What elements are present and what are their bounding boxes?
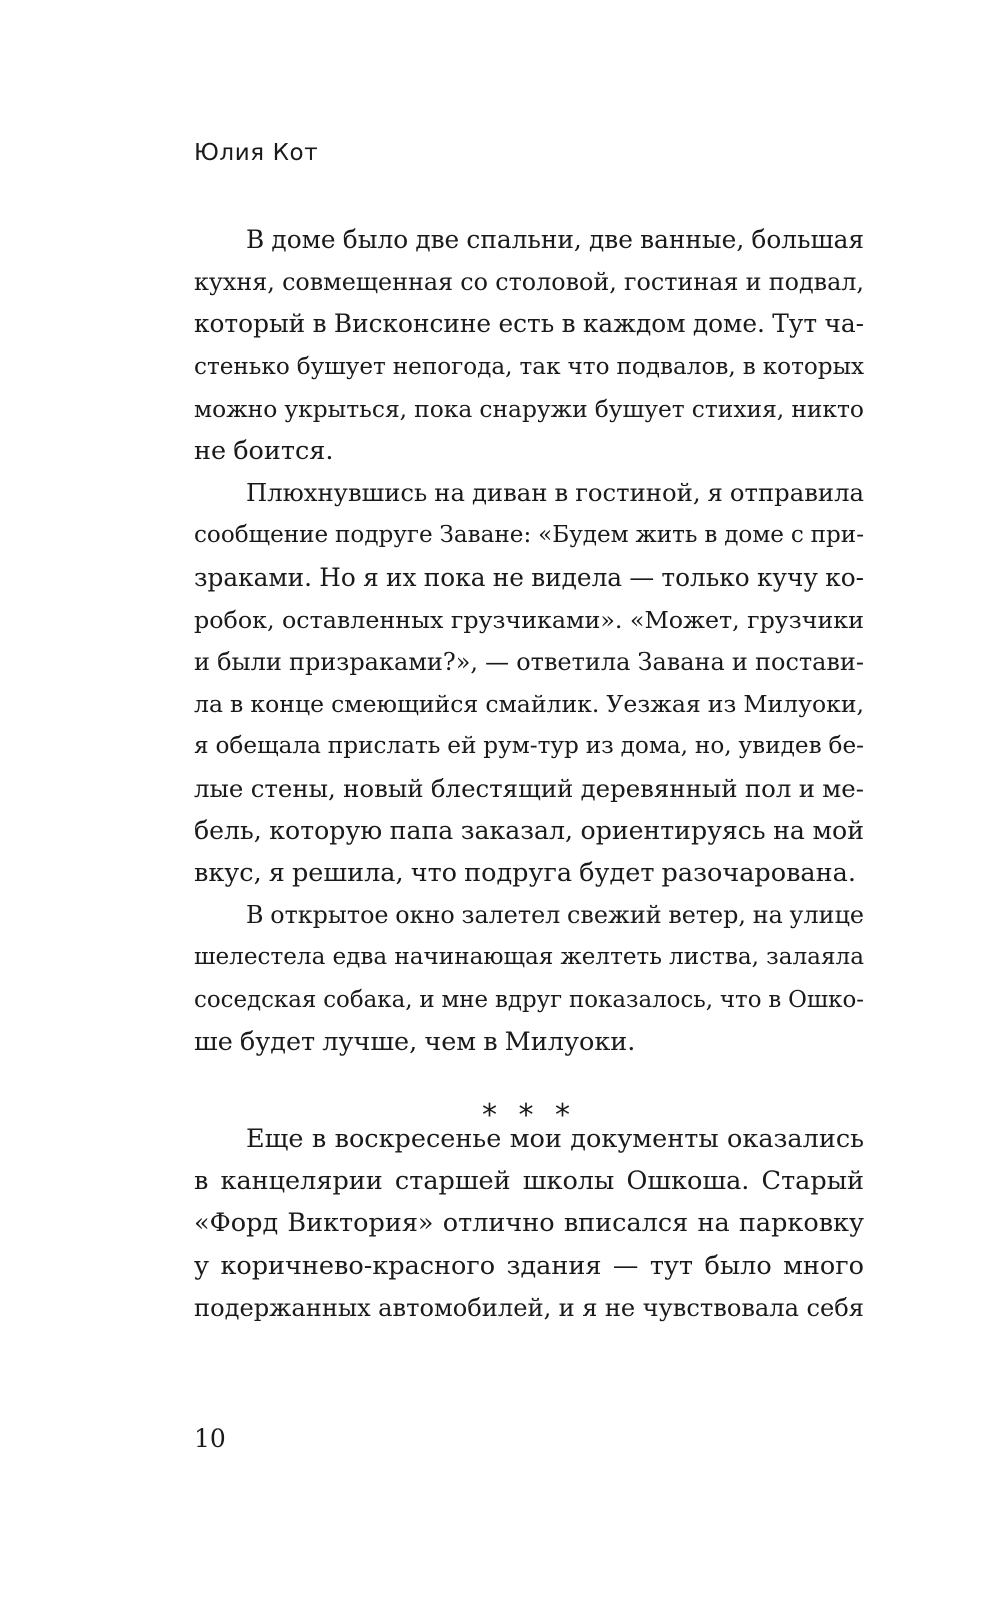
text-line: зраками. Но я их пока не видела — только кучу ко- bbox=[194, 562, 864, 592]
text-line: подержанных автомобилей, и я не чувствовала себя bbox=[194, 1293, 864, 1322]
paragraph bbox=[194, 219, 864, 472]
text-line: ла в конце смеющийся смайлик. Уезжая из Милуоки, bbox=[194, 690, 864, 719]
paragraph bbox=[194, 894, 864, 1063]
section-2 bbox=[194, 1118, 864, 1329]
text-line: кухня, совмещенная со столовой, гостиная и подвал, bbox=[194, 268, 864, 297]
text-line: Плюхнувшись на диван в гостиной, я отправила bbox=[246, 478, 864, 508]
text-line: я обещала прислать ей рум-тур из дома, но, увидев бе- bbox=[194, 733, 864, 760]
text-line: лые стены, новый блестящий деревянный пол и ме- bbox=[194, 773, 864, 803]
text-line: соседская собака, и мне вдруг показалось, что в Ошко- bbox=[194, 986, 864, 1013]
text-line: шелестела едва начинающая желтеть листва, залаяла bbox=[194, 944, 864, 971]
text-line: В открытое окно залетел свежий ветер, на улице bbox=[246, 901, 864, 930]
text-line: стенько бушует непогода, так что подвалов, в которых bbox=[194, 353, 864, 380]
running-head: Юлия Кот bbox=[194, 140, 319, 166]
page-number: 10 bbox=[194, 1424, 226, 1453]
text-line: вкус, я решила, что подруга будет разочарована. bbox=[194, 858, 856, 889]
text-line: Еще в воскресенье мои документы оказались bbox=[246, 1124, 864, 1154]
scene-break: * * * bbox=[481, 1098, 577, 1133]
text-line: ше будет лучше, чем в Милуоки. bbox=[194, 1026, 636, 1057]
text-line: робок, оставленных грузчиками». «Может, грузчики bbox=[194, 605, 864, 634]
paragraph bbox=[194, 472, 864, 894]
text-line: сообщение подруге Заване: «Будем жить в доме с при- bbox=[194, 522, 864, 549]
text-line: В доме было две спальни, две ванные, большая bbox=[246, 225, 864, 254]
text-line: бель, которую папа заказал, ориентируясь на мой bbox=[194, 815, 864, 845]
section-1 bbox=[194, 219, 864, 1063]
text-line: можно укрыться, пока снаружи бушует стихия, никто bbox=[194, 394, 864, 423]
text-line: который в Висконсине есть в каждом доме. Тут ча- bbox=[194, 309, 864, 339]
text-line: и были призраками?», — ответила Завана и постави- bbox=[194, 648, 864, 677]
text-line: не боится. bbox=[194, 436, 334, 467]
text-line: в канцелярии старшей школы Ошкоша. Старый bbox=[194, 1166, 864, 1197]
text-line: «Форд Виктория» отлично вписался на парковку bbox=[194, 1208, 864, 1239]
paragraph bbox=[194, 1118, 864, 1329]
text-line: у коричнево-красного здания — тут было много bbox=[194, 1250, 864, 1281]
